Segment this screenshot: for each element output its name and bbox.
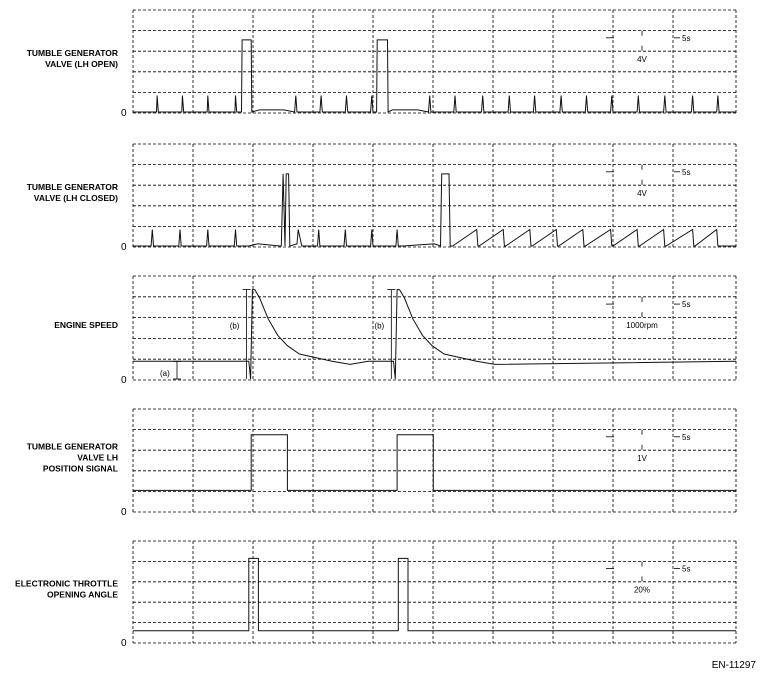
zero-label: 0 xyxy=(121,638,127,649)
time-scale-label: 5s xyxy=(682,33,691,43)
scope-panel-1 xyxy=(27,10,736,119)
amplitude-scale-label: 4V xyxy=(637,188,647,198)
amplitude-scale-label: 4V xyxy=(637,54,647,64)
signal-trace xyxy=(133,174,736,246)
time-scale-label: 5s xyxy=(682,432,691,442)
zero-label: 0 xyxy=(121,242,127,253)
panel-label-line: VALVE (LH CLOSED) xyxy=(33,193,118,203)
scope-panel-2 xyxy=(27,144,736,253)
scope-panel-4 xyxy=(27,409,736,518)
panel-label-line: ENGINE SPEED xyxy=(54,320,118,330)
scope-panel-5 xyxy=(15,541,736,649)
panel-label-line: POSITION SIGNAL xyxy=(42,463,118,474)
scope-panel-3 xyxy=(54,276,736,386)
amplitude-scale-label: 1000rpm xyxy=(626,321,658,331)
amplitude-scale-label: 1V xyxy=(637,453,647,463)
annotation-b: (b) xyxy=(374,321,385,331)
signal-trace xyxy=(133,290,736,379)
zero-label: 0 xyxy=(121,375,127,386)
time-scale-label: 5s xyxy=(682,167,691,177)
panel-label-line: TUMBLE GENERATOR xyxy=(26,182,118,192)
panel-label-line: ELECTRONIC THROTTLE xyxy=(15,578,118,589)
signal-trace xyxy=(133,40,736,112)
time-scale-label: 5s xyxy=(682,300,691,310)
amplitude-scale-label: 20% xyxy=(633,585,651,595)
panel-label-line: VALVE (LH OPEN) xyxy=(45,59,118,69)
figure-id: EN-11297 xyxy=(711,660,756,671)
panel-label-line: TUMBLE GENERATOR xyxy=(26,441,118,452)
panel-label-line: OPENING ANGLE xyxy=(47,589,118,600)
annotation-b: (b) xyxy=(229,321,240,331)
time-scale-label: 5s xyxy=(682,564,691,574)
panel-label-line: VALVE LH xyxy=(77,452,118,463)
zero-label: 0 xyxy=(121,507,127,518)
annotation-a: (a) xyxy=(160,369,170,378)
panel-label-line: TUMBLE GENERATOR xyxy=(26,48,118,58)
signal-trace xyxy=(133,558,736,630)
zero-label: 0 xyxy=(121,108,127,119)
